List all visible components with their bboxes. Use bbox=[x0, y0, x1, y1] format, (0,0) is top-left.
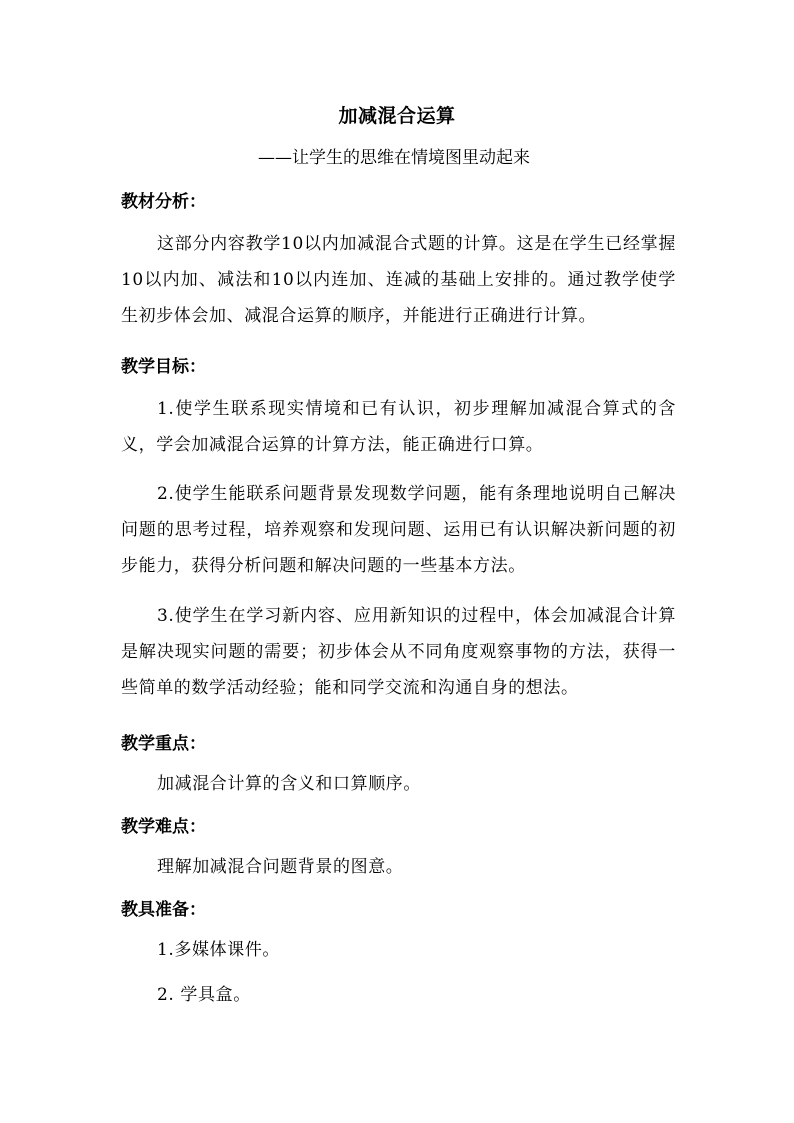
difficulties-text: 理解加减混合问题背景的图意。 bbox=[157, 857, 404, 877]
key-points-text: 加减混合计算的含义和口算顺序。 bbox=[157, 774, 421, 794]
heading-key-points: 教学重点： bbox=[121, 734, 206, 754]
material-item-1: 1.多媒体课件。 bbox=[157, 940, 281, 960]
goal-item-1: 1.使学生联系现实情境和已有认识，初步理解加减混合算式的含义，学会加减混合运算的计算方法，能正确进行口算。 bbox=[121, 399, 676, 455]
heading-difficulties: 教学难点： bbox=[121, 817, 206, 837]
heading-analysis: 教材分析： bbox=[121, 192, 206, 212]
goal-item-2: 2.使学生能联系问题背景发现数学问题，能有条理地说明自己解决问题的思考过程，培养观察和发现问题、运用已有认识解决新问题的初步能力，获得分析问题和解决问题的一些基本方法。 bbox=[121, 484, 676, 576]
document-subtitle: ——让学生的思维在情境图里动起来 bbox=[258, 148, 530, 168]
heading-materials: 教具准备： bbox=[121, 900, 206, 920]
goal-item-3: 3.使学生在学习新内容、应用新知识的过程中，体会加减混合计算是解决现实问题的需要；初步体会从不同角度观察事物的方法，获得一些简单的数学活动经验；能和同学交流和沟通自身的想法。 bbox=[121, 606, 676, 698]
heading-goals: 教学目标： bbox=[121, 357, 206, 377]
material-item-2: 2. 学具盒。 bbox=[157, 985, 251, 1005]
document-title: 加减混合运算 bbox=[338, 105, 456, 127]
paragraph-analysis: 这部分内容教学10以内加减混合式题的计算。这是在学生已经掌握10以内加、减法和10以内连加、连减的基础上安排的。通过教学使学生初步体会加、减混合运算的顺序，并能进行正确进行计算。 bbox=[121, 234, 676, 326]
